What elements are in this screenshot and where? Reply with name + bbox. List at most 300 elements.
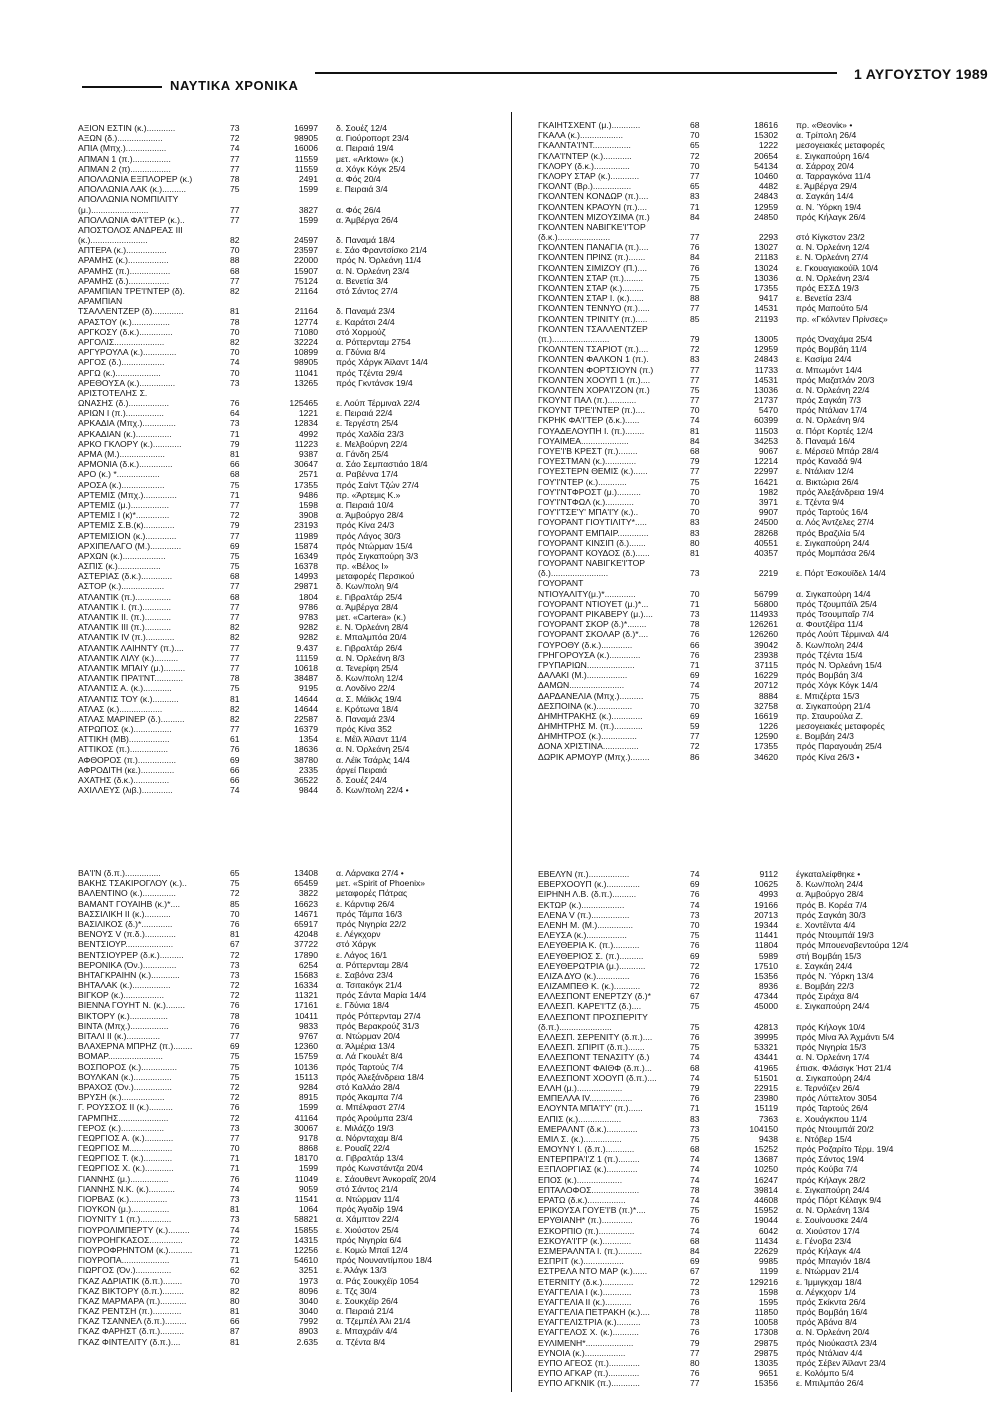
ship-name: ΑΤΛΑΝΤΙΚ I. (π.)............ <box>78 601 171 612</box>
gross-tonnage: 6254 <box>298 959 318 970</box>
gross-tonnage: 2.635 <box>296 1336 318 1347</box>
ship-entry <box>538 365 988 375</box>
ship-entry <box>78 286 508 296</box>
ship-name: ΓΚΟΛΝΤΕΝ ΠΑΝΑΓΙΑ (π.).... <box>538 242 649 253</box>
build-year: 74 <box>690 1195 700 1205</box>
ship-position: α. Άλμέρια 13/4 <box>336 1041 395 1052</box>
ship-entry <box>78 1082 508 1092</box>
ship-name: ΔΩΡΙΚ ΑΡΜΟΥΡ (Μπχ.)........ <box>538 751 650 762</box>
build-year: 73 <box>230 418 240 429</box>
ship-position: πρός Νουναντίμπου 18/4 <box>336 1255 433 1266</box>
gross-tonnage: 60399 <box>754 415 778 426</box>
ship-name: ΒΙΝΤΑ (Μπχ.)................ <box>78 1020 169 1031</box>
ship-name: ΓΙΟΥΚΟΝ (μ.)................ <box>78 1204 170 1215</box>
gross-tonnage: 21737 <box>754 395 778 406</box>
build-year: 67 <box>690 1266 700 1277</box>
ship-name: ΑΠΟΛΛΩΝΙΑ ΕΞΠΛΟΡΕΡ (κ.) <box>78 173 193 184</box>
ship-entry <box>538 1175 988 1185</box>
ship-position: έγκαταλείφθηκε • <box>796 869 861 879</box>
ship-name: ΓΚΑΛΝΤΑ'Ι'ΝΤ................ <box>538 140 631 151</box>
gross-tonnage: 9985 <box>758 1256 778 1267</box>
ship-entry <box>78 541 508 551</box>
build-year: 64 <box>230 408 240 419</box>
build-year: 73 <box>690 568 700 579</box>
ship-position: πρός Σάντος 19/4 <box>796 1154 865 1165</box>
ship-entry <box>78 744 508 754</box>
gross-tonnage: 9282 <box>298 622 318 633</box>
build-year: 77 <box>230 662 240 673</box>
gross-tonnage: 13035 <box>754 1358 778 1368</box>
ship-name: ΕΥΑΓΓΕΛΙΑ ΠΕΤΡΑΚΗ (κ.).... <box>538 1307 650 1318</box>
ship-entry <box>538 456 988 466</box>
ship-entry <box>538 752 988 762</box>
ship-entry <box>538 1042 988 1052</box>
ship-entry <box>538 1022 988 1032</box>
ship-position: α. Γδύνια 8/4 <box>336 347 386 358</box>
ship-position: πρός Βραζιλία 5/4 <box>796 527 865 538</box>
build-year: 77 <box>230 1031 240 1041</box>
gross-tonnage: 43441 <box>754 1052 778 1063</box>
ship-entry <box>78 327 508 337</box>
ship-position: πρός Μπαγιόν 18/4 <box>796 1256 871 1267</box>
ship-name: ΑΤΛΑΝΤΙΣ ΤΟΥ (κ.)........... <box>78 693 179 704</box>
ship-name: (κ.)........................ <box>78 235 148 246</box>
ship-position: α. Γιούροπορτ 23/4 <box>336 133 409 144</box>
ship-entry <box>78 1051 508 1061</box>
ship-name: ΓΚΟΛΝΤΕΝ ΦΑΛΚΟΝ 1 (π.). <box>538 354 649 365</box>
ship-entry <box>78 520 508 530</box>
gross-tonnage: 10460 <box>754 170 778 181</box>
gross-tonnage: 13687 <box>754 1154 778 1165</box>
build-year: 74 <box>690 1164 700 1175</box>
ship-entry <box>78 551 508 561</box>
ship-position: ε. Γδύνια 18/4 <box>336 1000 390 1011</box>
ship-position: α. Σαγκάη 14/4 <box>796 191 854 202</box>
gross-tonnage: 11434 <box>754 1235 778 1246</box>
ship-entry <box>538 930 988 940</box>
ship-name: ΕΛΠΙΣ (κ.).................. <box>538 1113 622 1124</box>
ship-entry <box>538 1114 988 1124</box>
build-year: 78 <box>230 316 240 327</box>
ship-position: στό Χορμούζ <box>336 326 386 337</box>
ship-name: ΑΤΛΑΝΤΙΚ IV (π.)............ <box>78 632 175 643</box>
ship-entry <box>538 680 988 690</box>
gross-tonnage: 13024 <box>754 262 778 273</box>
ship-entry <box>538 629 988 639</box>
build-year: 88 <box>690 293 700 304</box>
gross-tonnage: 38780 <box>294 754 318 765</box>
ship-entry <box>538 609 988 619</box>
build-year: 83 <box>690 527 700 538</box>
ship-entry <box>538 1134 988 1144</box>
ship-name: ΑΣΤΟΡ (κ.).................. <box>78 581 165 592</box>
ship-entry <box>538 283 988 293</box>
ship-entry <box>538 1083 988 1093</box>
build-year: 76 <box>690 1327 700 1338</box>
ship-entry <box>538 1063 988 1073</box>
ship-entry <box>538 1277 988 1287</box>
ship-entry <box>78 571 508 581</box>
ship-name: ΑΤΛΑΝΤΙΚ ΛΑΙΗΝΤΥ (π.).... <box>78 642 184 653</box>
ship-name: ΕΒΕΡΧΟΟΥΠ (κ.).............. <box>538 879 640 890</box>
build-year: 84 <box>690 1245 700 1256</box>
ship-name: ΕΡΙΚΟΥΣΑ ΓΟΥΕ'Ι'Β (π.)*.... <box>538 1205 646 1216</box>
ship-position: ε. Άλάγκ 13/3 <box>336 1265 387 1276</box>
ship-name: ΓΚΟΛΝΤΕΝ ΤΣΑΛΛΕΝΤΖΕΡ <box>538 323 648 334</box>
build-year: 70 <box>230 367 240 378</box>
ship-position: ε. Τερνόϊζεν 26/4 <box>796 1082 860 1093</box>
ship-name: ΕΛΙΖΑ ΔΥΟ (κ.).............. <box>538 970 630 981</box>
build-year: 74 <box>690 1052 700 1063</box>
build-year: 66 <box>690 639 700 650</box>
build-year: 71 <box>230 489 240 500</box>
ship-position: ε. Καράτσι 24/4 <box>336 316 395 327</box>
gross-tonnage: 104150 <box>749 1123 778 1134</box>
gross-tonnage: 1982 <box>758 486 778 497</box>
ship-entry <box>538 405 988 415</box>
gross-tonnage: 7992 <box>298 1316 318 1327</box>
build-year: 77 <box>690 374 700 385</box>
build-year: 73 <box>230 969 240 980</box>
gross-tonnage: 12590 <box>754 731 778 742</box>
ship-name: ΕΥΠΟ ΑΓΚΑΡ (π.)............. <box>538 1368 640 1379</box>
ship-position: ε. Σιγκαπούρη 16/4 <box>796 150 870 161</box>
build-year: 86 <box>690 751 700 762</box>
ship-position: ε. Μέρσεϋ Μπάρ 28/4 <box>796 446 879 456</box>
ship-name: ΕΛΟΥΝΤΑ ΜΠΑ'Ι'Υ' (π.)...... <box>538 1103 643 1114</box>
ship-name: ΑΡΓΟΛΙΣ..................... <box>78 336 165 347</box>
ship-name: ΑΠΟΛΛΩΝΙΑ ΦΑ'Ι'ΤΕΡ (κ.).. <box>78 214 185 225</box>
ship-name: ΓΟΥΑΔΕΛΟΥΠΗ I. (π.)........ <box>538 425 645 436</box>
build-year: 77 <box>230 214 240 225</box>
gross-tonnage: 3251 <box>298 1265 318 1276</box>
build-year: 71 <box>230 1244 240 1255</box>
build-year: 73 <box>690 909 700 920</box>
ship-name: ΔΗΜΗΤΡΑΚΗΣ (κ.)............. <box>538 710 643 721</box>
gross-tonnage: 4482 <box>758 181 778 192</box>
ship-position: ε. Σουίνουσκε 24/4 <box>796 1215 868 1226</box>
ship-entry <box>78 255 508 265</box>
ship-entry <box>78 531 508 541</box>
ship-name: ΑΡΑΜΠΙΑΝ ΤΡΕ'Ι'ΝΤΕΡ (δ). <box>78 286 185 296</box>
ship-entry <box>78 1031 508 1041</box>
gross-tonnage: 11041 <box>294 367 318 378</box>
ship-entry <box>538 599 988 609</box>
gross-tonnage: 15952 <box>754 1205 778 1216</box>
gross-tonnage: 30067 <box>294 1122 318 1133</box>
build-year: 72 <box>230 980 240 991</box>
gross-tonnage: 22915 <box>754 1082 778 1093</box>
ship-entry <box>538 1073 988 1083</box>
ship-entry <box>538 940 988 950</box>
ship-position: πρός Βερακρούζ 31/3 <box>336 1020 420 1031</box>
build-year: 74 <box>230 1224 240 1235</box>
ship-name: ΓΑΡΜΠΗΣ..................... <box>78 1112 169 1123</box>
ship-name: ΓΚΑΛΑ (κ.).................. <box>538 130 623 141</box>
gross-tonnage: 16378 <box>294 561 318 572</box>
ship-entry <box>538 660 988 670</box>
ship-position: ε. Μέϊλ Άϊλαντ 11/4 <box>336 734 407 745</box>
ship-entry <box>78 459 508 469</box>
ship-name: ΓΙΟΡΒΑΣ (κ.)................ <box>78 1194 168 1204</box>
gross-tonnage: 15119 <box>754 1103 778 1114</box>
gross-tonnage: 9.437 <box>296 642 318 653</box>
ship-name: ΒΑΣΣΙΛΙΚΗ II (κ.)........... <box>78 908 171 919</box>
ship-name: (μ.)........................ <box>78 204 149 215</box>
ship-name: ΓΟΥΕΣΤΕΡΝ ΘΕΜΙΣ (κ.)...... <box>538 466 648 477</box>
gross-tonnage: 34253 <box>754 435 778 446</box>
ship-position: δ. Κων/πολη 22/4 • <box>336 785 409 796</box>
ship-name: ΒΑΛΕΝΤΙΝΟ (κ.).............. <box>78 888 176 899</box>
gross-tonnage: 14644 <box>294 703 318 714</box>
ship-name: ΒΕΝΤΣΙΟΥΡΕΡ (δ.κ.).......... <box>78 949 184 960</box>
build-year: 71 <box>690 201 700 212</box>
gross-tonnage: 3040 <box>298 1306 318 1317</box>
gross-tonnage: 10899 <box>294 347 318 358</box>
build-year: 70 <box>690 700 700 711</box>
ship-name: ΑΡΟ (κ.) *.................. <box>78 469 160 480</box>
ship-name: ΓΚΛΟΡΥ (δ.κ.)............... <box>538 160 630 171</box>
ship-entry <box>78 1225 508 1235</box>
header-rule-right <box>315 72 837 74</box>
ship-entry <box>538 951 988 961</box>
ship-entry <box>538 721 988 731</box>
gross-tonnage: 9767 <box>298 1031 318 1041</box>
ship-name: ΓΚΑΖ ΜΑΡΜΑΡΑ (π.)........... <box>78 1295 187 1306</box>
build-year: 77 <box>230 581 240 592</box>
ship-name: ΑΡΤΕΜΙΣ I (κ)*.............. <box>78 510 170 521</box>
build-year: 85 <box>230 898 240 909</box>
ship-position: ε. Σάο Φραντσίσκο 21/4 <box>336 245 427 256</box>
gross-tonnage: 42813 <box>754 1021 778 1032</box>
ship-name: ΑΤΛΑΝΤΙΚ (π.)............... <box>78 591 171 602</box>
ship-position: στό Σάντος 21/4 <box>336 1183 398 1194</box>
ship-name: ΕΥΑΓΓΕΛΟΣ Χ. (κ.)........... <box>538 1327 639 1338</box>
ship-entry <box>78 960 508 970</box>
gross-tonnage: 41965 <box>754 1062 778 1073</box>
ship-entry <box>538 1103 988 1113</box>
build-year: 81 <box>230 693 240 704</box>
ship-position: α. Τρίπολη 26/4 <box>796 130 857 141</box>
ship-name: ΑΤΛΑΝΤΙΚ II. (π.)........... <box>78 612 171 622</box>
ship-position: πρός Λάγος 30/3 <box>336 530 401 541</box>
ship-name: ΑΡΓΟΣ (δ.).................. <box>78 357 165 368</box>
ship-position: πρός Σαγκάη 7/3 <box>796 395 861 406</box>
ship-position: πρός Κούβα 7/4 <box>796 1164 858 1175</box>
ship-name: ΓΚΑΖ ΤΣΑΝΝΕΛ (δ.π.)......... <box>78 1316 187 1327</box>
ship-position: πρός Ντώρμαν 15/4 <box>336 540 413 551</box>
ship-entry <box>538 344 988 354</box>
ship-position: πρός Κήλογκ 10/4 <box>796 1021 866 1032</box>
gross-tonnage: 24850 <box>754 211 778 222</box>
ship-position: α. Ν. Όρλεάνη 12/4 <box>796 242 870 253</box>
ship-name: ΕΜΠΕΛΛΑ IV.................. <box>538 1093 633 1104</box>
gross-tonnage: 13408 <box>294 868 318 878</box>
ship-position: ε. Κάρντιφ 26/4 <box>336 898 395 909</box>
gross-tonnage: 9651 <box>758 1368 778 1379</box>
ship-position: ε. Μπιλμπάο 26/4 <box>796 1378 864 1389</box>
ship-name: ΓΙΟΥΡΟΦΡΗΝΤΟΜ (κ.).......... <box>78 1244 193 1255</box>
gross-tonnage: 15302 <box>754 130 778 141</box>
ship-name: ΕΛΛΕΣΠ. ΚΑΡΕ'Ι'ΤΖ (δ.).... <box>538 1001 642 1012</box>
ship-position: πρός Ντουμπάϊ 20/2 <box>796 1123 874 1134</box>
ship-name: ΕΛΕΥΘΕΡΙΟΣ Σ. (π.).......... <box>538 950 644 961</box>
ship-name: ΑΣΤΕΡΙΑΣ (δ.κ.)............. <box>78 571 173 582</box>
build-year: 77 <box>230 163 240 174</box>
ship-entry <box>78 919 508 929</box>
ship-position: πρός Σιράχα 8/4 <box>796 991 859 1002</box>
ship-entry <box>538 466 988 476</box>
ship-entry <box>538 1215 988 1225</box>
build-year: 68 <box>230 591 240 602</box>
build-year: 75 <box>230 550 240 561</box>
build-year: 71 <box>230 1153 240 1164</box>
build-year: 75 <box>230 479 240 490</box>
ship-position: δ. Παναμά 23/4 <box>336 713 396 724</box>
ship-name: ΓΚΟΛΝΤΕΝ ΣΙΜΙΖΟΥ (Π.).... <box>538 262 647 273</box>
build-year: 76 <box>230 918 240 929</box>
ship-position: πρός Γκντάνσκ 19/4 <box>336 377 413 388</box>
ship-entry <box>538 1236 988 1246</box>
gross-tonnage: 1221 <box>298 408 318 419</box>
gross-tonnage: 29875 <box>754 1347 778 1358</box>
gross-tonnage: 24843 <box>754 354 778 365</box>
ship-position: πρός Νιγηρία 22/2 <box>336 918 407 929</box>
gross-tonnage: 1599 <box>298 214 318 225</box>
ship-position: πρ. «Θεονίκ» • <box>796 120 853 130</box>
gross-tonnage: 1199 <box>759 1266 778 1277</box>
ship-entry <box>538 385 988 395</box>
gross-tonnage: 9438 <box>758 1133 778 1144</box>
build-year: 80 <box>690 537 700 548</box>
gross-tonnage: 15113 <box>294 1071 318 1082</box>
ship-entry <box>538 971 988 981</box>
ship-name: ΓΕΩΡΓΙΟΣ Α. (κ.)............ <box>78 1132 174 1143</box>
build-year: 76 <box>690 1032 700 1042</box>
ship-entry <box>538 191 988 201</box>
gross-tonnage: 126261 <box>749 619 778 630</box>
build-year: 72 <box>690 1276 700 1287</box>
build-year: 81 <box>230 1204 240 1215</box>
ship-name: ΑΡΤΕΜΙΣ (μ.)................ <box>78 499 169 510</box>
build-year: 82 <box>230 713 240 724</box>
gross-tonnage: 58821 <box>294 1214 318 1225</box>
ship-position: α. Άμβέργα 26/4 <box>336 214 398 225</box>
ship-position: πρός Άγαδίρ 19/4 <box>336 1204 404 1215</box>
ship-entry <box>538 869 988 879</box>
ship-name: ΩΝΑΣΗΣ (δ.)................. <box>78 398 170 409</box>
build-year: 76 <box>690 262 700 273</box>
gross-tonnage: 10250 <box>754 1164 778 1175</box>
ship-entry <box>78 939 508 949</box>
build-year: 74 <box>690 1225 700 1236</box>
ship-name: ΕΛΕΥΘΕΡΩΤΡΙΑ (μ.)........... <box>538 960 646 971</box>
ship-entry <box>78 694 508 704</box>
build-year: 81 <box>230 449 240 459</box>
gross-tonnage: 9833 <box>298 1020 318 1031</box>
ship-name: (π.)........................ <box>538 333 610 344</box>
gross-tonnage: 20712 <box>754 680 778 691</box>
build-year: 70 <box>230 326 240 337</box>
ship-name: ΒΡΥΣΗ (κ.).................. <box>78 1092 165 1103</box>
ship-entry <box>538 1266 988 1276</box>
ship-entry <box>78 612 508 622</box>
ship-name: ΓΚΟΥΝΤ ΠΑΛ (π.)............ <box>538 395 637 406</box>
build-year: 70 <box>690 130 700 141</box>
build-year: 66 <box>230 775 240 785</box>
ship-position: ε. Μπαλμπόα 20/4 <box>336 632 407 643</box>
ship-name: ΓΙΟΥΝΙΤΥ 1 (π.)............. <box>78 1214 172 1225</box>
ship-entry <box>78 632 508 642</box>
ship-entry <box>538 507 988 517</box>
build-year: 61 <box>230 734 240 745</box>
gross-tonnage: 71080 <box>294 326 318 337</box>
build-year: 70 <box>690 496 700 507</box>
gross-tonnage: 12256 <box>294 1244 318 1255</box>
ship-name: ΕΠΟΣ (κ.)................... <box>538 1174 623 1185</box>
build-year: 74 <box>230 1183 240 1194</box>
ship-position: ε. Πειραιά 22/4 <box>336 408 393 419</box>
ship-position: ε. Τζέντα 9/4 <box>796 496 845 507</box>
build-year: 75 <box>230 1051 240 1062</box>
ship-name: ΑΤΛΑΝΤΙΣ Α. (κ.)............ <box>78 683 172 694</box>
ship-entry <box>538 212 988 222</box>
gross-tonnage: 9282 <box>298 632 318 643</box>
ship-position: δ. Παναμά 16/4 <box>796 435 856 446</box>
build-year: 77 <box>690 1378 700 1389</box>
ship-position: α. Πειραιά 21/4 <box>336 1306 394 1317</box>
ship-entry <box>78 1062 508 1072</box>
ship-position: ε. Βομβάη 22/3 <box>796 981 854 992</box>
ship-name: ΕΝΤΕΡΠΡΑ'Ι'Ζ 1 (π.)......... <box>538 1154 640 1165</box>
gross-tonnage: 129216 <box>749 1276 778 1287</box>
ship-position: πρός Β. Κορέα 7/4 <box>796 899 868 910</box>
ship-position: ε. Ν. Όρλεάνη 28/4 <box>336 622 409 633</box>
ship-name: ΑΤΛΑΝΤΙΚ ΠΡΑ'Ι'ΝΤ............ <box>78 673 184 684</box>
build-year: 76 <box>690 970 700 981</box>
build-year: 67 <box>230 939 240 950</box>
ship-position: μεταφορές Πάτρας <box>336 888 408 899</box>
ship-entry <box>78 480 508 490</box>
ship-name: ΕΡΥΘΙΑΝΗ* (π.)............. <box>538 1215 633 1226</box>
ship-entry <box>538 436 988 446</box>
ship-entry <box>538 426 988 436</box>
ship-name: ΕΛΛΕΣΠ. ΣΕΡΕΝΙΤΥ (δ.π.).... <box>538 1032 653 1042</box>
ship-entry <box>78 1153 508 1163</box>
ship-entry <box>78 868 508 878</box>
ship-name: ΑΡΤΕΜΙΣ Σ.Β.(κ)............. <box>78 520 175 531</box>
ship-entry <box>538 1297 988 1307</box>
ship-entry <box>538 1327 988 1337</box>
build-year: 71 <box>230 1163 240 1174</box>
build-year: 70 <box>230 347 240 358</box>
ship-entry <box>78 133 508 143</box>
ship-position: πρός Άβάνα 8/4 <box>796 1317 857 1328</box>
build-year: 70 <box>230 245 240 256</box>
gross-tonnage: 3908 <box>298 510 318 521</box>
gross-tonnage: 23597 <box>294 245 318 256</box>
build-year: 78 <box>230 1010 240 1021</box>
ship-name: ΒΑΜΑΝΤ ΓΟΥΑΙΗΒ (κ.)*.... <box>78 898 181 909</box>
gross-tonnage: 13036 <box>754 272 778 283</box>
build-year: 78 <box>690 1184 700 1195</box>
ship-name: ΑΞΩΝ (δ.)................... <box>78 133 163 144</box>
build-year: 76 <box>230 1000 240 1011</box>
gross-tonnage: 3822 <box>298 888 318 899</box>
gross-tonnage: 12834 <box>294 418 318 429</box>
ship-position: πρός Μαπούτο 5/4 <box>796 303 868 314</box>
build-year: 71 <box>230 1255 240 1266</box>
